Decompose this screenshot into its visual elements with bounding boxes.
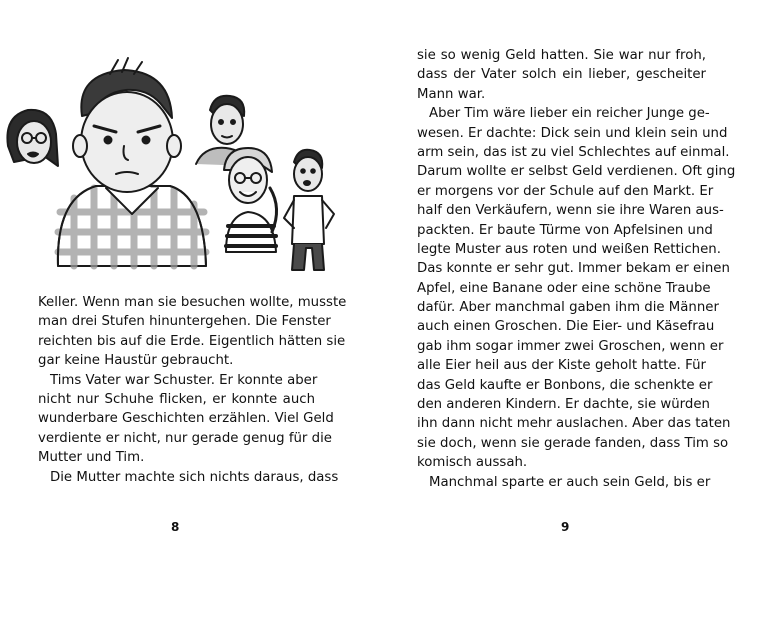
text-line: sie doch, wenn sie gerade fanden, dass Tim so <box>417 435 729 451</box>
text-line: den anderen Kindern. Er dachte, sie würden <box>417 397 710 413</box>
text-line: gab ihm sogar immer zwei Groschen, wenn er <box>417 338 724 354</box>
text-line: er morgens vor der Schule auf den Markt. Er <box>417 183 714 199</box>
text-line: Mann war. <box>417 86 486 102</box>
text-line: Das konnte er sehr gut. Immer bekam er einen <box>417 261 730 277</box>
text-line: wesen. Er dachte: Dick sein und klein sein und <box>417 125 728 141</box>
text-line: nicht nur Schuhe flicken, er konnte auch <box>38 391 315 407</box>
girl-right-figure <box>224 148 277 252</box>
text-line: Tims Vater war Schuster. Er konnte aber <box>50 372 318 388</box>
text-line: wunderbare Geschichten erzählen. Viel Geld <box>38 411 334 427</box>
left-page-text <box>38 293 347 487</box>
text-line: verdiente er nicht, nur gerade genug für die <box>38 430 332 446</box>
text-line: arm sein, das ist zu viel Schlechtes auf einmal. <box>417 144 730 160</box>
text-line: Apfel, eine Banane oder eine schöne Traube <box>417 280 711 296</box>
page-number-right: 9 <box>561 520 570 534</box>
text-line: packten. Er baute Türme von Apfelsinen und <box>417 222 713 238</box>
text-line: dafür. Aber manchmal gaben ihm die Männer <box>417 300 719 316</box>
text-line: auch einen Groschen. Die Eier- und Käsefrau <box>417 319 715 335</box>
main-boy-figure <box>58 58 206 266</box>
children-illustration <box>0 38 360 288</box>
text-line: Die Mutter machte sich nichts daraus, dass <box>50 469 339 485</box>
text-line: man drei Stufen hinuntergehen. Die Fenster <box>38 314 331 330</box>
text-line: legte Muster aus roten und weißen Rettichen. <box>417 241 721 257</box>
text-line: half den Verkäufern, wenn sie ihre Waren aus- <box>417 203 724 219</box>
text-line: Keller. Wenn man sie besuchen wollte, musste <box>38 295 347 310</box>
text-line: ihn dann nicht mehr auslachen. Aber das taten <box>417 416 731 432</box>
text-line: dass der Vater solch ein lieber, gescheiter <box>417 67 706 83</box>
text-line: sie so wenig Geld hatten. Sie war nur froh, <box>417 48 706 63</box>
text-line: Aber Tim wäre lieber ein reicher Junge ge- <box>429 106 710 122</box>
right-page <box>386 0 772 617</box>
text-line: komisch aussah. <box>417 455 528 471</box>
text-line: reichten bis auf die Erde. Eigentlich hätten sie <box>38 333 346 349</box>
text-line: Darum wollte er selbst Geld verdienen. Oft ging <box>417 164 736 180</box>
right-page-text <box>417 46 736 492</box>
text-line: Manchmal sparte er auch sein Geld, bis er <box>429 474 711 490</box>
page-number-left: 8 <box>171 520 180 534</box>
text-line: gar keine Haustür gebraucht. <box>38 353 234 369</box>
small-boy-figure <box>284 150 334 270</box>
text-line: Mutter und Tim. <box>38 450 145 466</box>
text-line: das Geld kaufte er Bonbons, die schenkte er <box>417 377 713 393</box>
text-line: alle Eier heil aus der Kiste geholt hatte. Für <box>417 358 706 374</box>
girl-left-figure <box>7 110 58 166</box>
